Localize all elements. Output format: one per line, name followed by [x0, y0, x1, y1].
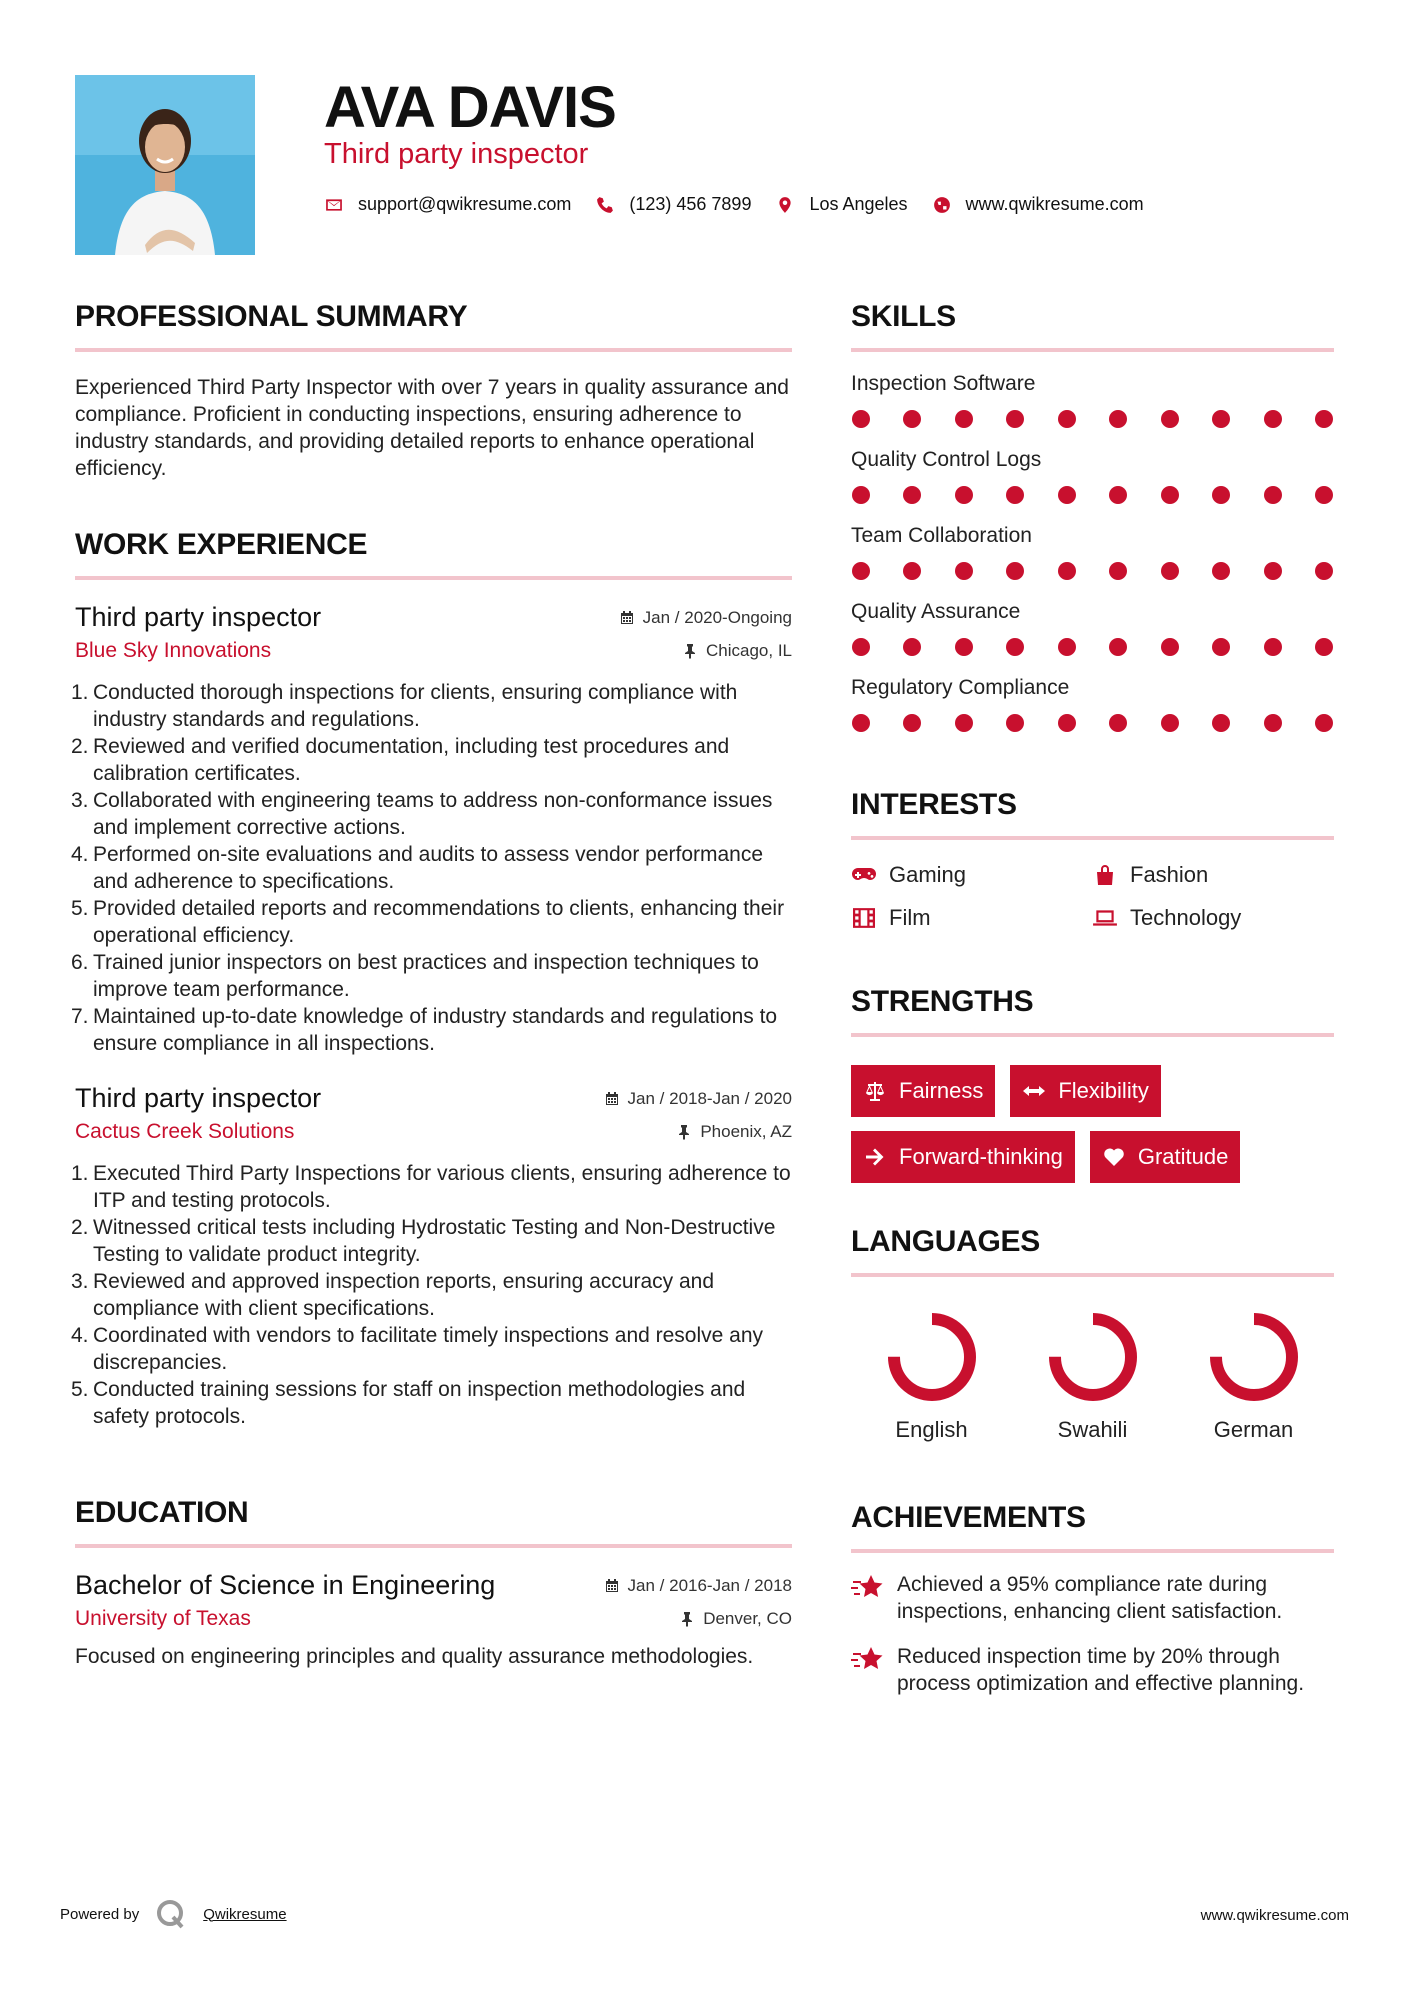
website-text: www.qwikresume.com: [965, 194, 1144, 214]
language-ring: [1043, 1307, 1143, 1407]
rating-dot: [1161, 714, 1179, 732]
language-ring: [882, 1307, 982, 1407]
education-location: Denver, CO: [703, 1609, 792, 1628]
rating-dot: [1006, 562, 1024, 580]
strength-tag: [851, 1065, 995, 1117]
contact-phone[interactable]: [595, 194, 751, 215]
language-item: [1012, 1307, 1173, 1443]
rating-dot: [852, 410, 870, 428]
interests-list: [851, 862, 1334, 931]
company-name: Blue Sky Innovations: [75, 639, 272, 662]
gamepad-icon: [851, 864, 877, 886]
rating-dot: [1058, 562, 1076, 580]
rating-dot: [903, 410, 921, 428]
list-item: 3. Reviewed and approved inspection reports, ensuring accuracy and compliance with client specifications.: [71, 1270, 715, 1320]
rating-dot: [1109, 562, 1127, 580]
interest-label: Gaming: [889, 862, 967, 887]
left-column: [71, 300, 792, 1670]
rating-dot: [1212, 410, 1230, 428]
job-title: Third party inspector: [75, 602, 322, 632]
language-name: Swahili: [1057, 1417, 1128, 1442]
rating-dot: [1315, 410, 1333, 428]
rating-dot: [903, 562, 921, 580]
list-item: 5. Provided detailed reports and recommendations to clients, enhancing their operational efficiency.: [71, 897, 785, 947]
contact-location: [775, 194, 907, 215]
interest-item: [851, 862, 1092, 888]
skill-rating: [851, 714, 1334, 732]
list-item: 1. Executed Third Party Inspections for various clients, ensuring adherence to ITP and testing protocols.: [71, 1162, 791, 1212]
rating-dot: [1058, 714, 1076, 732]
skill-name: Quality Assurance: [851, 600, 1021, 623]
brand-link[interactable]: Qwikresume: [203, 1905, 287, 1923]
location-text: Los Angeles: [809, 194, 908, 214]
rating-dot: [1315, 638, 1333, 656]
rating-dot: [1161, 486, 1179, 504]
email-text: support@qwikresume.com: [358, 194, 572, 214]
rating-dot: [852, 562, 870, 580]
language-ring-arc: [894, 1319, 970, 1395]
phone-text: (123) 456 7899: [629, 194, 752, 214]
skill-item: [851, 448, 1334, 504]
skill-item: [851, 600, 1334, 656]
rating-dot: [955, 486, 973, 504]
skill-rating: [851, 562, 1334, 580]
strengths-list: [851, 1051, 1334, 1183]
rating-dot: [903, 486, 921, 504]
strength-label: Gratitude: [1137, 1144, 1229, 1169]
skill-item: [851, 372, 1334, 428]
pin-icon: [679, 1611, 695, 1627]
film-icon: [851, 907, 877, 929]
candidate-role: Third party inspector: [324, 138, 589, 170]
interest-item: [851, 905, 1092, 931]
rating-dot: [1109, 410, 1127, 428]
strength-tag: [851, 1131, 1075, 1183]
interest-label: Technology: [1130, 905, 1242, 930]
rating-dot: [955, 562, 973, 580]
globe-icon: [932, 195, 952, 215]
achievement-item: [851, 1571, 1334, 1625]
languages-list: [851, 1307, 1334, 1443]
summary-text: Experienced Third Party Inspector with over 7 years in quality assurance and compliance. Proficient in conducting inspections, ensuring adherence to industry standards, and providing detailed reports to enhance operational efficiency.: [75, 376, 789, 480]
footer-powered-by: [60, 1898, 287, 1930]
job-dates: Jan / 2018-Jan / 2020: [627, 1089, 792, 1108]
list-item: 1. Conducted thorough inspections for clients, ensuring compliance with industry standards and regulations.: [71, 681, 738, 731]
job-title: Third party inspector: [75, 1083, 322, 1113]
achievements-heading: ACHIEVEMENTS: [851, 1501, 1334, 1553]
achievement-text: Reduced inspection time by 20% through process optimization and effective planning.: [897, 1645, 1305, 1695]
rating-dot: [903, 714, 921, 732]
candidate-name: AVA DAVIS: [324, 75, 616, 140]
pin-icon: [676, 1124, 692, 1140]
skills-list: [851, 372, 1334, 732]
achievement-text: Achieved a 95% compliance rate during inspections, enhancing client satisfaction.: [897, 1573, 1283, 1623]
language-item: [1173, 1307, 1334, 1443]
rating-dot: [852, 714, 870, 732]
rating-dot: [955, 410, 973, 428]
qwikresume-logo-icon: [155, 1898, 187, 1930]
interest-label: Fashion: [1130, 862, 1209, 887]
footer-website[interactable]: www.qwikresume.com: [1200, 1907, 1349, 1924]
education-entry: [75, 1570, 792, 1670]
rating-dot: [1006, 714, 1024, 732]
rating-dot: [1058, 638, 1076, 656]
experience-heading: WORK EXPERIENCE: [75, 528, 792, 580]
balance-scale-icon: [863, 1079, 887, 1103]
strength-tag: [1010, 1065, 1160, 1117]
rating-dot: [1006, 410, 1024, 428]
list-item: 2. Witnessed critical tests including Hydrostatic Testing and Non-Destructive Testing to validate product integrity.: [71, 1216, 776, 1266]
rating-dot: [1109, 714, 1127, 732]
interests-heading: INTERESTS: [851, 788, 1334, 840]
education-dates: Jan / 2016-Jan / 2018: [627, 1576, 792, 1595]
envelope-icon: [324, 195, 344, 215]
education-heading: EDUCATION: [75, 1496, 792, 1548]
rating-dot: [1212, 714, 1230, 732]
rating-dot: [1315, 562, 1333, 580]
phone-icon: [595, 195, 615, 215]
job-entry: [71, 602, 792, 1057]
skill-name: Regulatory Compliance: [851, 676, 1070, 699]
skill-item: [851, 524, 1334, 580]
calendar-icon: [619, 610, 635, 626]
summary-heading: PROFESSIONAL SUMMARY: [75, 300, 792, 352]
list-item: 6. Trained junior inspectors on best practices and inspection techniques to improve team performance.: [71, 951, 759, 1001]
list-item: 3. Collaborated with engineering teams to address non-conformance issues and implement corrective actions.: [71, 789, 773, 839]
contact-email[interactable]: [324, 194, 571, 215]
rating-dot: [1264, 714, 1282, 732]
profile-photo: [75, 75, 255, 255]
powered-by-text: Powered by: [60, 1905, 140, 1923]
rating-dot: [1058, 410, 1076, 428]
shopping-bag-icon: [1092, 864, 1118, 886]
interest-item: [1092, 905, 1333, 931]
language-name: English: [895, 1417, 968, 1442]
degree-title: Bachelor of Science in Engineering: [75, 1570, 496, 1600]
rating-dot: [955, 714, 973, 732]
job-dates: Jan / 2020-Ongoing: [642, 608, 792, 627]
rating-dot: [1058, 486, 1076, 504]
rating-dot: [1161, 562, 1179, 580]
rating-dot: [1006, 486, 1024, 504]
rating-dot: [1264, 410, 1282, 428]
skill-rating: [851, 486, 1334, 504]
arrows-horizontal-icon: [1022, 1079, 1046, 1103]
interest-item: [1092, 862, 1333, 888]
skill-name: Inspection Software: [851, 372, 1036, 395]
company-name: Cactus Creek Solutions: [75, 1120, 295, 1143]
languages-heading: LANGUAGES: [851, 1225, 1334, 1277]
rating-dot: [1006, 638, 1024, 656]
job-location: Phoenix, AZ: [700, 1122, 792, 1141]
rating-dot: [1109, 486, 1127, 504]
star-badge-icon: [851, 1573, 885, 1603]
list-item: 4. Performed on-site evaluations and audits to assess vendor performance and adherence to specifications.: [71, 843, 764, 893]
laptop-icon: [1092, 907, 1118, 929]
rating-dot: [1161, 410, 1179, 428]
strength-tag: [1090, 1131, 1241, 1183]
rating-dot: [852, 638, 870, 656]
language-name: German: [1213, 1417, 1294, 1442]
map-marker-icon: [775, 195, 795, 215]
rating-dot: [1212, 562, 1230, 580]
calendar-icon: [604, 1091, 620, 1107]
education-description: Focused on engineering principles and quality assurance methodologies.: [75, 1645, 754, 1668]
list-item: 7. Maintained up-to-date knowledge of industry standards and regulations to ensure compliance in all inspections.: [71, 1005, 778, 1055]
heart-icon: [1102, 1145, 1126, 1169]
job-entry: [71, 1083, 792, 1430]
rating-dot: [903, 638, 921, 656]
job-location: Chicago, IL: [706, 641, 792, 660]
language-item: [851, 1307, 1012, 1443]
rating-dot: [1315, 486, 1333, 504]
language-ring-arc: [1055, 1319, 1131, 1395]
language-ring: [1204, 1307, 1304, 1407]
list-item: 5. Conducted training sessions for staff on inspection methodologies and safety protocols.: [71, 1378, 746, 1428]
skill-name: Team Collaboration: [851, 524, 1032, 547]
skill-item: [851, 676, 1334, 732]
strengths-heading: STRENGTHS: [851, 985, 1334, 1037]
rating-dot: [1264, 486, 1282, 504]
rating-dot: [1212, 638, 1230, 656]
rating-dot: [852, 486, 870, 504]
skill-rating: [851, 410, 1334, 428]
contact-bar: [324, 194, 1168, 215]
rating-dot: [1315, 714, 1333, 732]
rating-dot: [1109, 638, 1127, 656]
rating-dot: [1264, 638, 1282, 656]
school-name: University of Texas: [75, 1607, 251, 1630]
list-item: 2. Reviewed and verified documentation, including test procedures and calibration certificates.: [71, 735, 730, 785]
strength-label: Fairness: [899, 1078, 984, 1103]
arrow-right-icon: [863, 1145, 887, 1169]
rating-dot: [1212, 486, 1230, 504]
star-badge-icon: [851, 1645, 885, 1675]
language-ring-arc: [1216, 1319, 1292, 1395]
strength-label: Forward-thinking: [899, 1144, 1063, 1169]
skill-name: Quality Control Logs: [851, 448, 1042, 471]
calendar-icon: [604, 1578, 620, 1594]
right-column: [851, 300, 1334, 1697]
skill-rating: [851, 638, 1334, 656]
interest-label: Film: [889, 905, 931, 930]
achievement-item: [851, 1643, 1334, 1697]
pin-icon: [682, 643, 698, 659]
contact-website[interactable]: [932, 194, 1144, 215]
strength-label: Flexibility: [1058, 1078, 1149, 1103]
skills-heading: SKILLS: [851, 300, 1334, 352]
rating-dot: [955, 638, 973, 656]
rating-dot: [1264, 562, 1282, 580]
list-item: 4. Coordinated with vendors to facilitate timely inspections and resolve any discrepancies.: [71, 1324, 764, 1374]
rating-dot: [1161, 638, 1179, 656]
